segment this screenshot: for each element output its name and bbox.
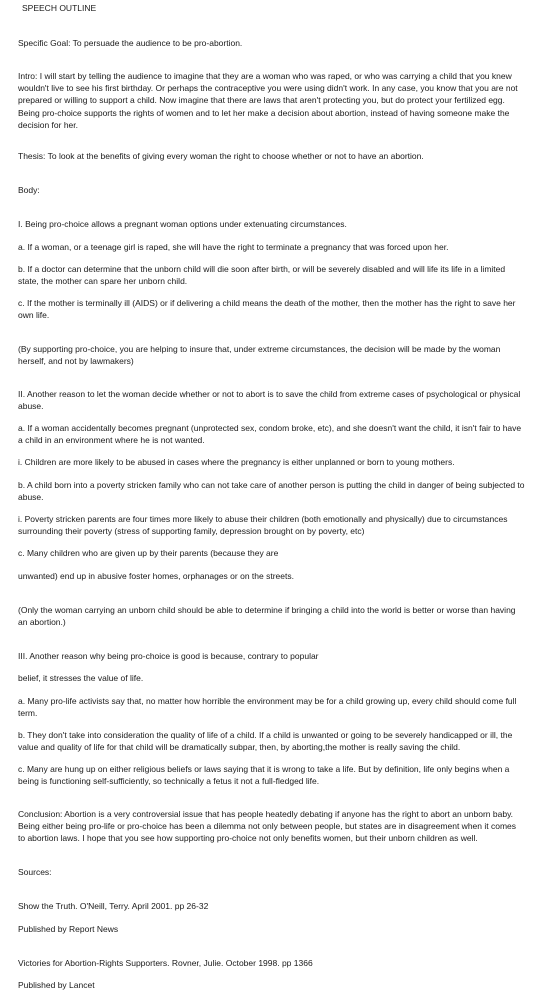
source-1-publisher: Published by Report News [18, 924, 119, 934]
point-2b: b. A child born into a poverty stricken family who can not take care of another person is putting the child in danger of being subjected to abuse. [18, 480, 525, 503]
point-2c-continued: unwanted) end up in abusive foster homes, orphanages or on the streets. [18, 571, 294, 581]
point-3c: c. Many are hung up on either religious beliefs or laws saying that it is wrong to take a life. But by definition, life only begins when a being is functioning self-sufficiently, so technically a fetus it not a full-fledged life. [18, 764, 510, 787]
body-label: Body: [18, 185, 40, 195]
point-2: II. Another reason to let the woman decide whether or not to abort is to save the child from extreme cases of psychological or physical abuse. [18, 389, 521, 412]
conclusion-paragraph: Conclusion: Abortion is a very controversial issue that has people heatedly debating if anyone has the right to abort an unborn baby. Being either being pro-life or pro-choice has been a dilemma not only between people, but states are in disagreement when it comes to abortion laws. I hope that you see how supporting pro-choice not only benefits women, but their unborn children as well. [18, 809, 517, 844]
specific-goal: Specific Goal: To persuade the audience to be pro-abortion. [18, 38, 243, 48]
point-3: III. Another reason why being pro-choice is good is because, contrary to popular [18, 651, 319, 661]
point-3-continued: belief, it stresses the value of life. [18, 673, 144, 683]
point-2a: a. If a woman accidentally becomes pregnant (unprotected sex, condom broke, etc), and she doesn't want the child, it isn't fair to have a child in an environment where he is not wanted. [18, 423, 522, 446]
thesis-paragraph: Thesis: To look at the benefits of giving every woman the right to choose whether or not to have an abortion. [18, 151, 424, 161]
document-title: SPEECH OUTLINE [22, 3, 97, 13]
point-3b: b. They don't take into consideration the quality of life of a child. If a child is unwanted or going to be severely handicapped or ill, the value and quality of life for that child will be dramatically subpar, then, by aborting,the mother is really saving the child. [18, 730, 513, 753]
point-2a-i: i. Children are more likely to be abused in cases where the pregnancy is either unplanned or born to young mothers. [18, 457, 455, 467]
point-3a: a. Many pro-life activists say that, no matter how horrible the environment may be for a child growing up, every child should come full term. [18, 696, 517, 719]
point-1c: c. If the mother is terminally ill (AIDS) or if delivering a child means the death of the mother, then the mother has the right to save her own life. [18, 298, 516, 321]
point-1a: a. If a woman, or a teenage girl is raped, she will have the right to terminate a pregnancy that was forced upon her. [18, 242, 449, 252]
source-2: Victories for Abortion-Rights Supporters. Rovner, Julie. October 1998. pp 1366 [18, 958, 313, 968]
sources-label: Sources: [18, 867, 52, 877]
transition-2: (Only the woman carrying an unborn child should be able to determine if bringing a child into the world is better or worse than having an abortion.) [18, 605, 516, 628]
point-1: I. Being pro-choice allows a pregnant woman options under extenuating circumstances. [18, 219, 347, 229]
source-1: Show the Truth. O'Neill, Terry. April 2001. pp 26-32 [18, 901, 209, 911]
transition-1: (By supporting pro-choice, you are helping to insure that, under extreme circumstances, the decision will be made by the woman herself, and not by lawmakers) [18, 344, 501, 367]
point-2b-i: i. Poverty stricken parents are four times more likely to abuse their children (both emotionally and physically) due to circumstances surrounding their poverty (stress of supporting family, depression brought on by poverty, etc) [18, 514, 508, 537]
point-2c: c. Many children who are given up by their parents (because they are [18, 548, 279, 558]
intro-paragraph: Intro: I will start by telling the audience to imagine that they are a woman who was raped, or who was carrying a child that you knew wouldn't live to see his first birthday. Or perhaps the contraceptive you were using didn't work. In any case, you know that you are not prepared or willing to support a child. Now imagine that there are laws that aren't protecting you, but do protect your fertilized egg. Being pro-choice supports the rights of women and to let her make a decision about abortion, instead of having someone make the decision for her. [18, 71, 518, 130]
source-2-publisher: Published by Lancet [18, 980, 95, 990]
point-1b: b. If a doctor can determine that the unborn child will die soon after birth, or will be severely disabled and will life its life in a limited state, the mother can spare her unborn child. [18, 264, 506, 287]
